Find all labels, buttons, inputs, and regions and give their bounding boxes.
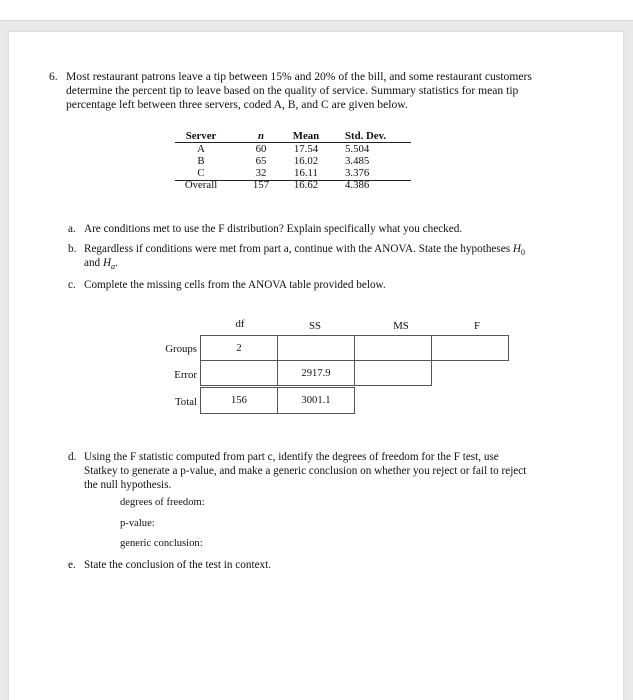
anova-header-f: F — [473, 320, 480, 332]
part-d-line-3: the null hypothesis. — [84, 479, 172, 491]
part-b-label: b. — [68, 243, 77, 255]
anova-row-error-label: Error — [174, 369, 197, 381]
total-df-cell — [200, 387, 278, 414]
total-ss-value: 3001.1 — [301, 395, 331, 406]
prompt-line-3: percentage left between three servers, coded A, B, and C are given below. — [66, 98, 408, 111]
worksheet-page — [9, 32, 623, 700]
part-d-line-1: Using the F statistic computed from part c, identify the degrees of freedom for the F test, use — [84, 451, 499, 463]
p-value-label: p-value: — [120, 518, 155, 529]
table-row — [167, 179, 412, 191]
cell-n: 60 — [255, 143, 267, 155]
part-b — [68, 242, 608, 272]
error-ms-cell[interactable] — [354, 360, 432, 386]
question-prompt — [66, 70, 606, 112]
cell-mean: 16.62 — [293, 179, 319, 191]
cell-server: B — [197, 155, 205, 167]
header-mean: Mean — [292, 130, 320, 142]
cell-std-dev: 4.386 — [345, 179, 370, 191]
prompt-line-1: Most restaurant patrons leave a tip between 15% and 20% of the bill, and some restaurant customers — [66, 70, 532, 83]
anova-header-df: df — [235, 318, 245, 330]
cell-mean: 16.11 — [294, 167, 318, 179]
cell-server: Overall — [184, 179, 218, 191]
anova-row-groups-label: Groups — [165, 343, 197, 355]
anova-header-ms: MS — [393, 320, 409, 332]
cell-server: A — [197, 143, 205, 155]
generic-conclusion-label: generic conclusion: — [120, 538, 203, 549]
groups-ss-cell[interactable] — [277, 335, 355, 361]
part-d-line-2: Statkey to generate a p-value, and make a generic conclusion on whether you reject or fail to reject — [84, 465, 527, 477]
summary-table — [167, 130, 412, 191]
header-std-dev: Std. Dev. — [345, 130, 387, 142]
part-b-period: . — [115, 257, 118, 269]
part-b-text: Regardless if conditions were met from part a, continue with the ANOVA. State the hypotheses — [84, 243, 513, 255]
question-number: 6. — [49, 70, 58, 83]
cell-server: C — [197, 167, 205, 179]
part-e-label: e. — [68, 559, 76, 571]
part-c-text: Complete the missing cells from the ANOVA table provided below. — [84, 279, 386, 291]
prompt-line-2: determine the percent tip to leave based on the quality of service. Summary statistics for mean tip — [66, 84, 519, 97]
table-row — [167, 167, 412, 179]
ha-subscript: a — [111, 262, 116, 272]
groups-df-cell — [200, 335, 278, 361]
top-strip — [0, 0, 633, 21]
table-row — [167, 143, 412, 155]
degrees-of-freedom-label: degrees of freedom: — [120, 497, 205, 508]
error-ss-cell — [277, 360, 355, 386]
total-df-value: 156 — [231, 395, 247, 406]
part-e-text: State the conclusion of the test in context. — [84, 559, 272, 571]
cell-n: 65 — [255, 155, 267, 167]
groups-f-cell[interactable] — [431, 335, 509, 361]
groups-ms-cell[interactable] — [354, 335, 432, 361]
h0-subscript: 0 — [520, 248, 525, 258]
anova-header-ss: SS — [308, 320, 321, 332]
anova-row-total-label: Total — [174, 396, 197, 408]
h0-symbol: H — [512, 243, 521, 255]
part-b-line-2 — [84, 256, 118, 274]
header-server: Server — [185, 130, 217, 142]
cell-n: 157 — [252, 179, 270, 191]
header-n: n — [257, 130, 264, 142]
error-df-cell[interactable] — [200, 360, 278, 386]
cell-std-dev: 5.504 — [345, 143, 370, 155]
part-d-label: d. — [68, 451, 77, 463]
cell-std-dev: 3.376 — [345, 167, 370, 179]
cell-mean: 16.02 — [293, 155, 319, 167]
error-ss-value: 2917.9 — [301, 367, 331, 379]
part-b-text-2: and — [84, 257, 103, 269]
cell-mean: 17.54 — [293, 143, 319, 155]
total-ss-cell — [277, 387, 355, 414]
table-row — [167, 155, 412, 167]
cell-n: 32 — [255, 167, 267, 179]
part-a-label: a. — [68, 223, 76, 235]
cell-std-dev: 3.485 — [345, 155, 370, 167]
groups-df-value: 2 — [236, 342, 242, 354]
part-b-line-1 — [84, 242, 525, 260]
part-c-label: c. — [68, 279, 76, 291]
part-a-text: Are conditions met to use the F distribution? Explain specifically what you checked. — [84, 223, 463, 235]
summary-header-row — [167, 130, 412, 142]
ha-symbol: H — [102, 257, 112, 269]
part-d — [68, 450, 613, 494]
